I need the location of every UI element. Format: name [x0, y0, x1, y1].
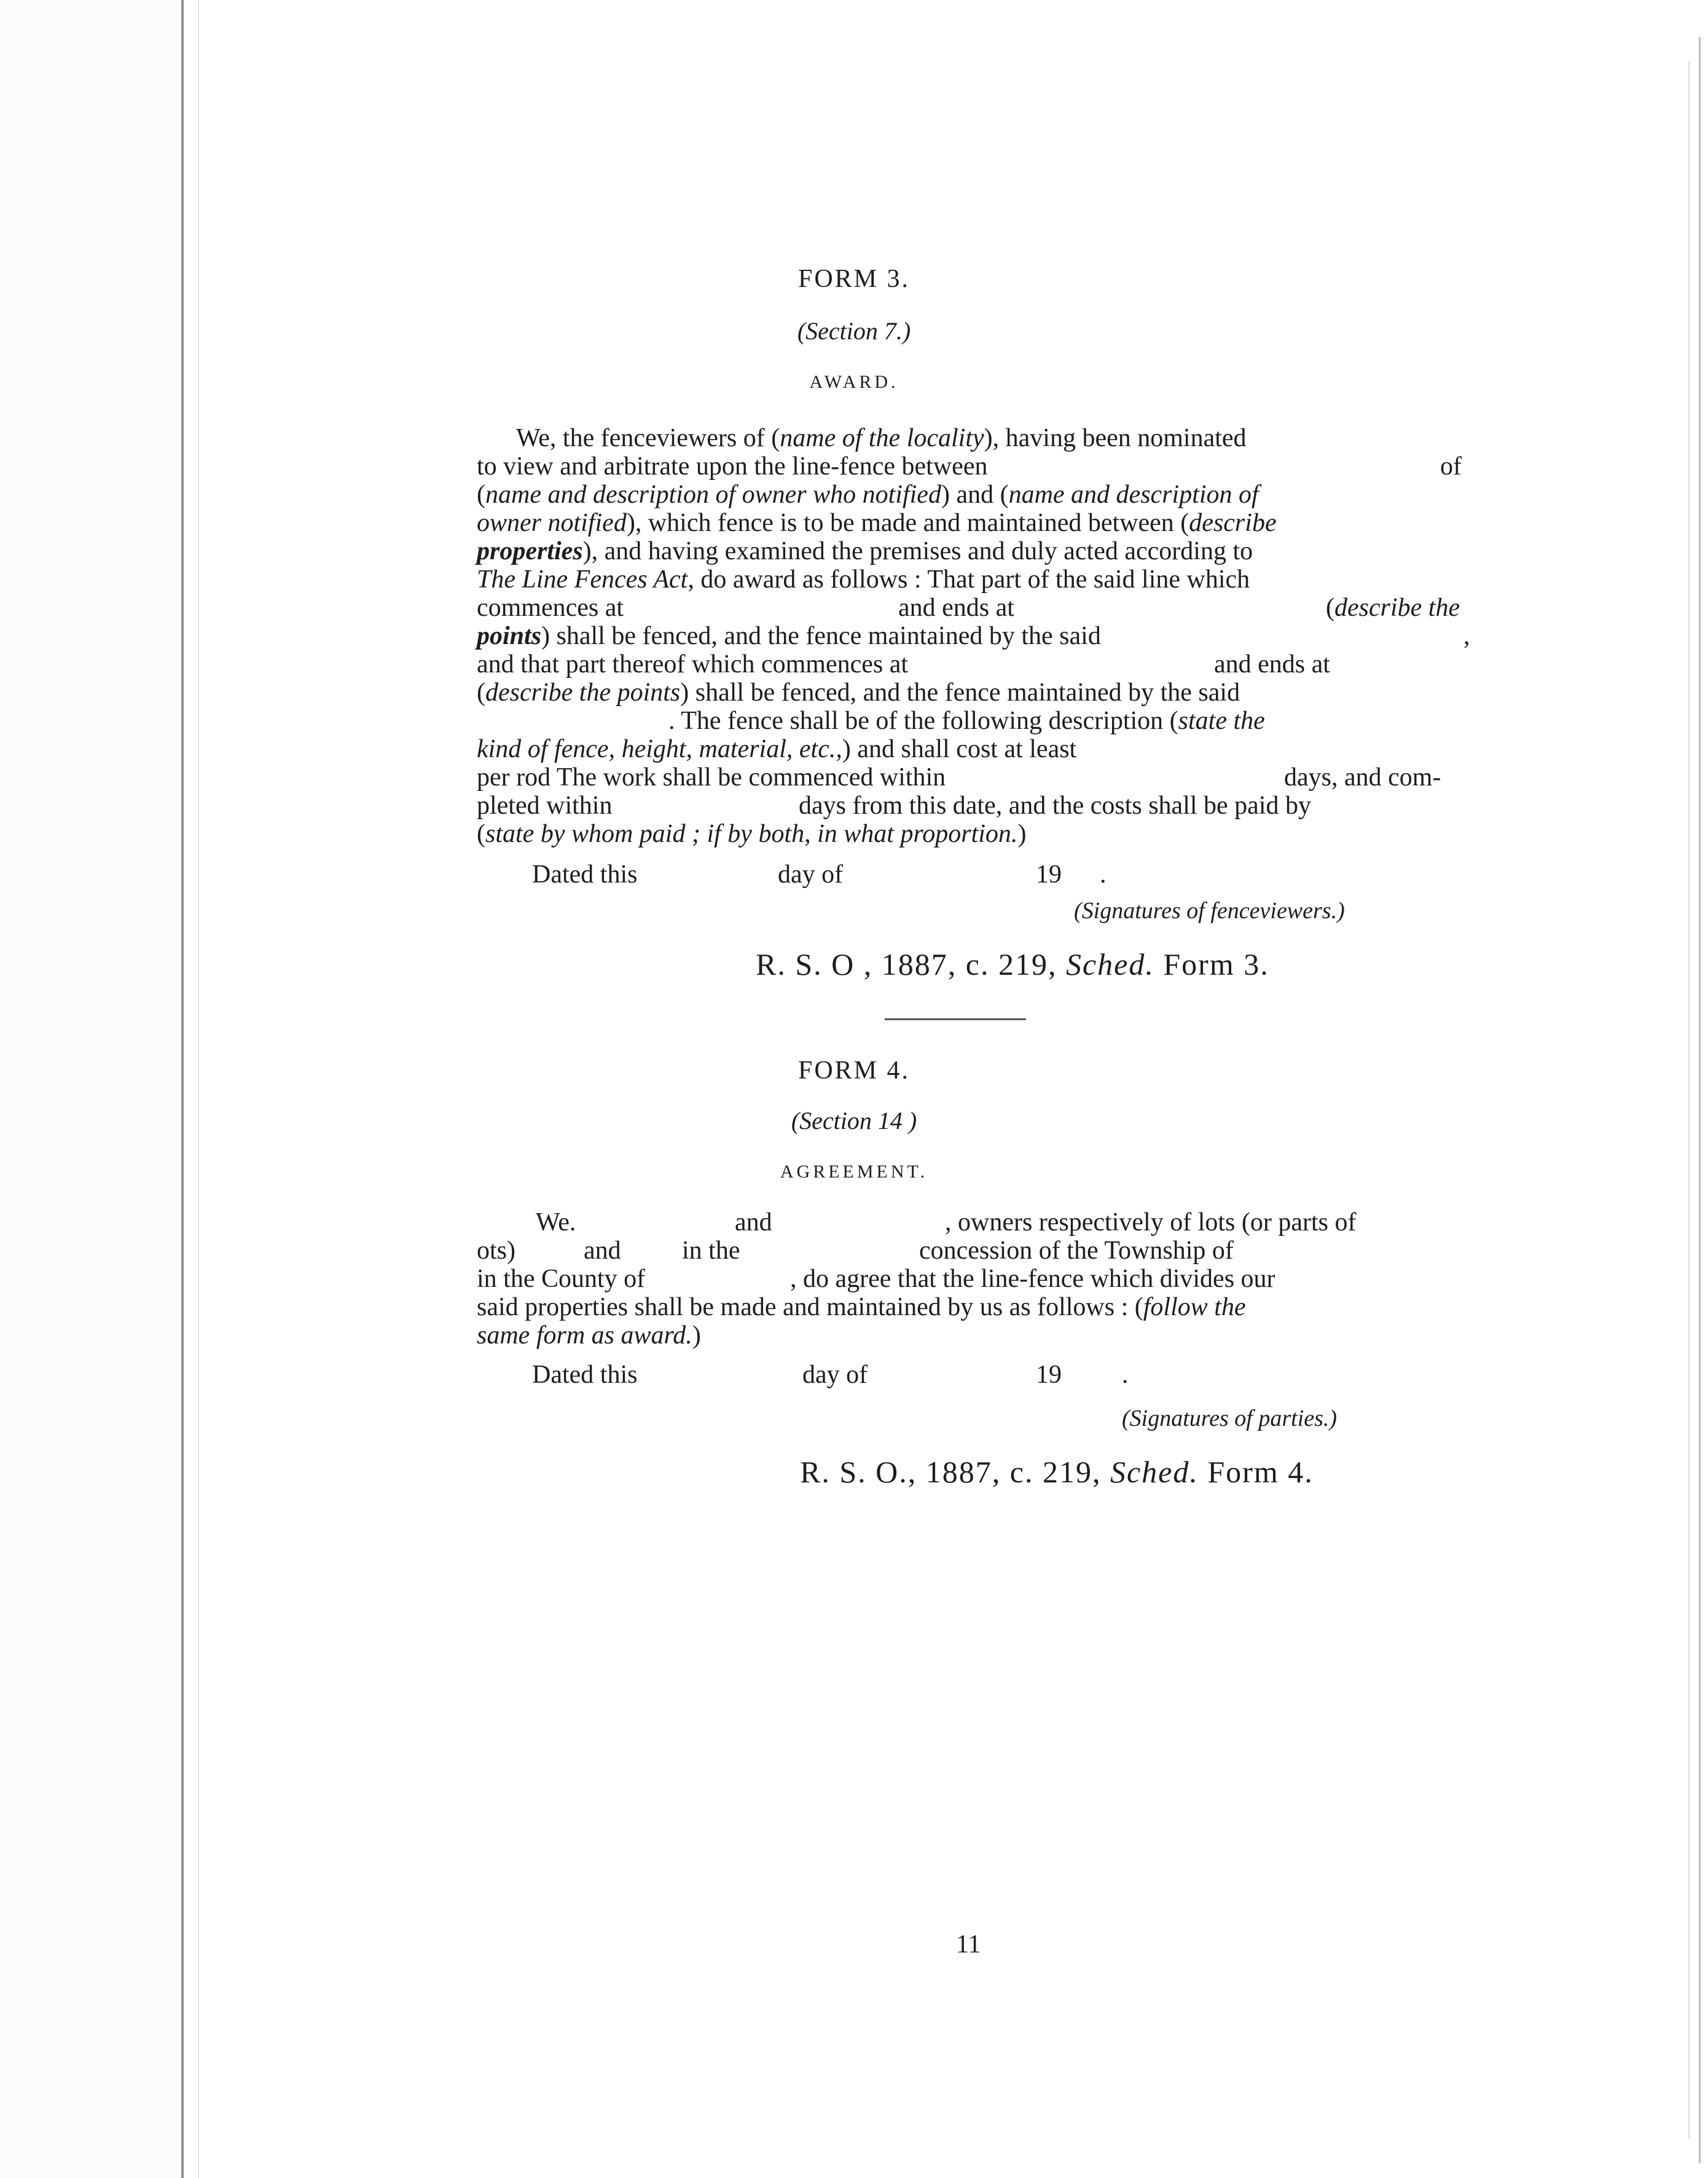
form-3-line-2a: to view and arbitrate upon the line-fence between [477, 452, 988, 481]
form-3-line-9a: and that part thereof which commences at [477, 650, 909, 678]
form-4-line-5: same form as award.) [477, 1321, 701, 1350]
form-4-heading: AGREEMENT. [780, 1162, 928, 1182]
form-3-signatures: (Signatures of fenceviewers.) [1074, 898, 1345, 924]
form-4-dated-this: Dated this [532, 1361, 638, 1389]
form-3-line-11: . The fence shall be of the following description (state the [668, 707, 1265, 735]
form-3-line-10: (describe the points) shall be fenced, and the fence maintained by the said [477, 678, 1240, 707]
form-3-line-3: (name and description of owner who notified) and (name and description of [477, 481, 1259, 509]
form-3-line-1: We, the fenceviewers of (name of the locality), having been nominated [516, 424, 1247, 452]
form-3-dated-period: . [1100, 860, 1107, 889]
form-3-line-8b: , [1463, 622, 1470, 650]
form-4-day-of: day of [802, 1361, 868, 1389]
form-3-line-2b: of [1440, 452, 1462, 481]
form-3-title: FORM 3. [797, 265, 911, 293]
form-4-line-2a: ots) [477, 1236, 515, 1265]
form-3-line-9b: and ends at [1214, 650, 1330, 678]
form-3-dated-this: Dated this [532, 860, 638, 889]
form-3-line-8a: points) shall be fenced, and the fence maintained by the said [477, 622, 1101, 650]
form-4-line-2c: in the [682, 1236, 740, 1265]
form-3-section-ref: (Section 7.) [797, 317, 911, 345]
form-3-line-6: The Line Fences Act, do award as follows : That part of the said line which [477, 565, 1250, 594]
form-3-line-14b: days from this date, and the costs shall be paid by [799, 792, 1311, 820]
form-3-line-12: kind of fence, height, material, etc.,) and shall cost at least [477, 735, 1077, 763]
form-4-dated-period: . [1122, 1361, 1129, 1389]
form-4-line-3a: in the County of [477, 1265, 646, 1293]
form-3-line-13a: per rod The work shall be commenced within [477, 763, 946, 792]
form-4-line-3b: , do agree that the line-fence which divides our [790, 1265, 1275, 1293]
form-3-line-4: owner notified), which fence is to be made and maintained between (describe [477, 509, 1277, 537]
form-3-line-15: (state by whom paid ; if by both, in what proportion.) [477, 820, 1027, 848]
section-divider [885, 1018, 1026, 1020]
form-4-citation: R. S. O., 1887, c. 219, Sched. Form 4. [800, 1455, 1314, 1489]
form-3-line-13b: days, and com- [1284, 763, 1441, 792]
form-3-line-14a: pleted within [477, 792, 613, 820]
page-number: 11 [956, 1930, 981, 1959]
form-4-section-ref: (Section 14 ) [791, 1107, 917, 1134]
form-4-line-4: said properties shall be made and maintained by us as follows : (follow the [477, 1293, 1246, 1321]
form-4-signatures: (Signatures of parties.) [1122, 1405, 1338, 1431]
form-4-title: FORM 4. [797, 1056, 911, 1085]
form-3-line-5: properties), and having examined the premises and duly acted according to [477, 537, 1253, 565]
form-3-line-7a: commences at [477, 594, 624, 622]
form-3-day-of: day of [778, 860, 844, 889]
form-4-line-1a: We. [536, 1208, 576, 1236]
form-4-line-2b: and [584, 1236, 621, 1265]
form-3-citation: R. S. O , 1887, c. 219, Sched. Form 3. [756, 947, 1269, 981]
form-3-line-7b: and ends at [898, 594, 1014, 622]
form-3-year: 19 [1036, 860, 1062, 889]
form-4-year: 19 [1036, 1361, 1062, 1389]
form-4-line-1b: and [735, 1208, 772, 1236]
form-4-line-1c: , owners respectively of lots (or parts of [945, 1208, 1357, 1236]
right-page-edge [1699, 37, 1701, 2163]
form-4-line-2d: concession of the Township of [919, 1236, 1234, 1265]
form-3-line-7c: (describe the [1326, 594, 1460, 622]
form-3-heading: AWARD. [809, 372, 899, 392]
